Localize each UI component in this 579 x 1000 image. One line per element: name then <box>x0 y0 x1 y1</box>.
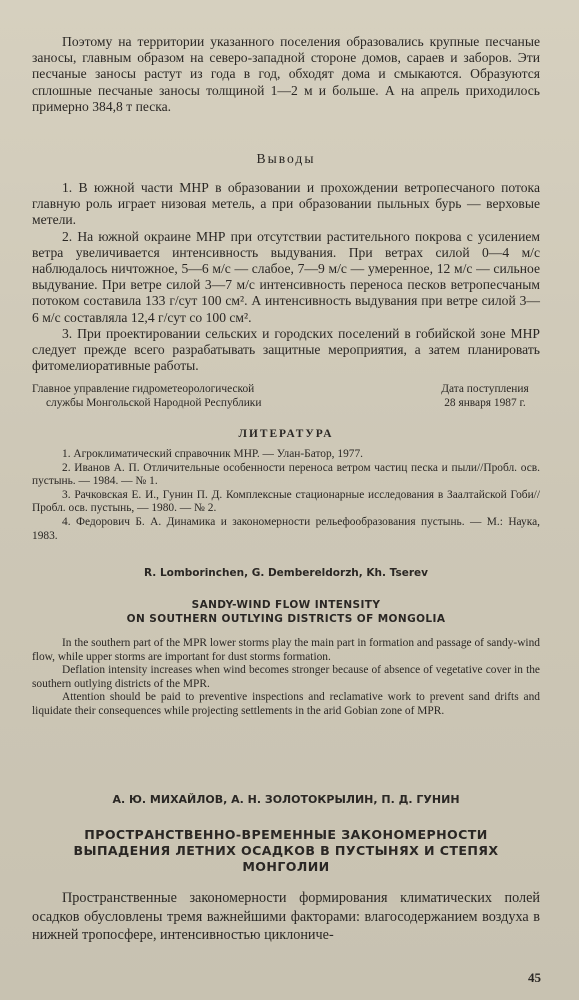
reference-item: 3. Рачковская Е. И., Гунин П. Д. Комплексные стационарные исследования в Заалтайской Гоби//Пробл. осв. пустынь, — 1980. — № 2. <box>32 488 540 515</box>
english-paragraph: Deflation intensity increases when wind becomes stronger because of absence of vegetative cover in the southern outlying districts of the MPR. <box>32 664 540 690</box>
next-article-title-line: ВЫПАДЕНИЯ ЛЕТНИХ ОСАДКОВ В ПУСТЫНЯХ И СТЕПЯХ <box>73 843 499 858</box>
english-title-line: SANDY-WIND FLOW INTENSITY <box>191 599 381 611</box>
english-paragraph: Attention should be paid to preventive inspections and reclamative work to prevent sand drifts and liquidate their consequences while projecting settlements in the arid Gobian zone of MPR. <box>32 691 540 717</box>
intro-paragraph: Поэтому на территории указанного поселения образовались крупные песчаные заносы, главным образом на северо-западной стороне домов, сараев и заборов. Эти песчаные заносы растут из года в год, обходят дома и смыкаются. Образуются сплошные песчаные заносы толщиной 1—2 м и больше. А на апрель приходилось примерно 384,8 т песка. <box>32 34 540 114</box>
english-title-line: ON SOUTHERN OUTLYING DISTRICTS OF MONGOLIA <box>126 613 446 625</box>
conclusion-item: 2. На южной окраине МНР при отсутствии растительного покрова с усилением ветра увеличивается интенсивность выдувания. При ветрах силой 0—4 м/с наблюдалось ничтожное, 5—6 м/с — слабое, 7—9 м/с — умеренное, 12 м/с — сильное выдувание. При ветре силой 3—7 м/с интенсивность переноса песков ветропесчаным потоком составила 133 г/сут 100 см². А интенсивность выдувания при ветре силой 3—6 м/с составляла 12,4 г/сут со 100 см². <box>32 228 540 325</box>
next-article-title <box>32 827 540 875</box>
affiliation-block <box>32 383 540 410</box>
affiliation-line-1: Главное управление гидрометеорологической <box>32 383 255 395</box>
next-article-opening: Пространственные закономерности формирования климатических полей осадков обусловлены тремя важнейшими факторами: влагосодержанием воздуха в нижней тропосфере, интенсивностью циклониче- <box>32 890 540 943</box>
affiliation-line-2: службы Монгольской Народной Республики <box>46 396 262 409</box>
conclusions-heading: Выводы <box>256 151 316 166</box>
literature-list <box>32 448 540 543</box>
english-title <box>32 598 540 626</box>
reference-item: 2. Иванов А. П. Отличительные особенности переноса ветром частиц песка и пыли//Пробл. осв. пустынь. — 1984. — № 1. <box>32 461 540 488</box>
next-article-title-line: ПРОСТРАНСТВЕННО-ВРЕМЕННЫЕ ЗАКОНОМЕРНОСТИ <box>84 827 488 842</box>
page-number: 45 <box>528 970 541 985</box>
conclusions-list <box>32 180 540 374</box>
next-article-title-line: МОНГОЛИИ <box>242 859 330 874</box>
english-summary-body <box>32 637 540 719</box>
conclusion-item: 3. При проектировании сельских и городских поселений в гобийской зоне МНР следует прежде всего разрабатывать защитные мероприятия, а затем планировать фитомелиоративные работы. <box>32 325 540 374</box>
reference-item: 4. Федорович Б. А. Динамика и закономерности рельефообразования пустынь. — М.: Наука, 1983. <box>32 515 540 542</box>
received-date: 28 января 1987 г. <box>444 396 526 409</box>
received-label: Дата поступления <box>441 383 529 395</box>
conclusion-item: 1. В южной части МНР в образовании и прохождении ветропесчаного потока главную роль играет низовая метель, а при образовании пыльных бурь — верховые метели. <box>32 180 540 228</box>
english-paragraph: In the southern part of the MPR lower storms play the main part in formation and passage of sandy-wind flow, while upper storms are important for dust storms formation. <box>32 637 540 663</box>
literature-heading: ЛИТЕРАТУРА <box>238 428 334 440</box>
english-authors: R. Lomborinchen, G. Dembereldorzh, Kh. Tserev <box>144 567 428 579</box>
next-article-authors: А. Ю. МИХАЙЛОВ, А. Н. ЗОЛОТОКРЫЛИН, П. Д. ГУНИН <box>112 793 460 806</box>
reference-item: 1. Агроклиматический справочник МНР. — Улан-Батор, 1977. <box>62 448 364 460</box>
